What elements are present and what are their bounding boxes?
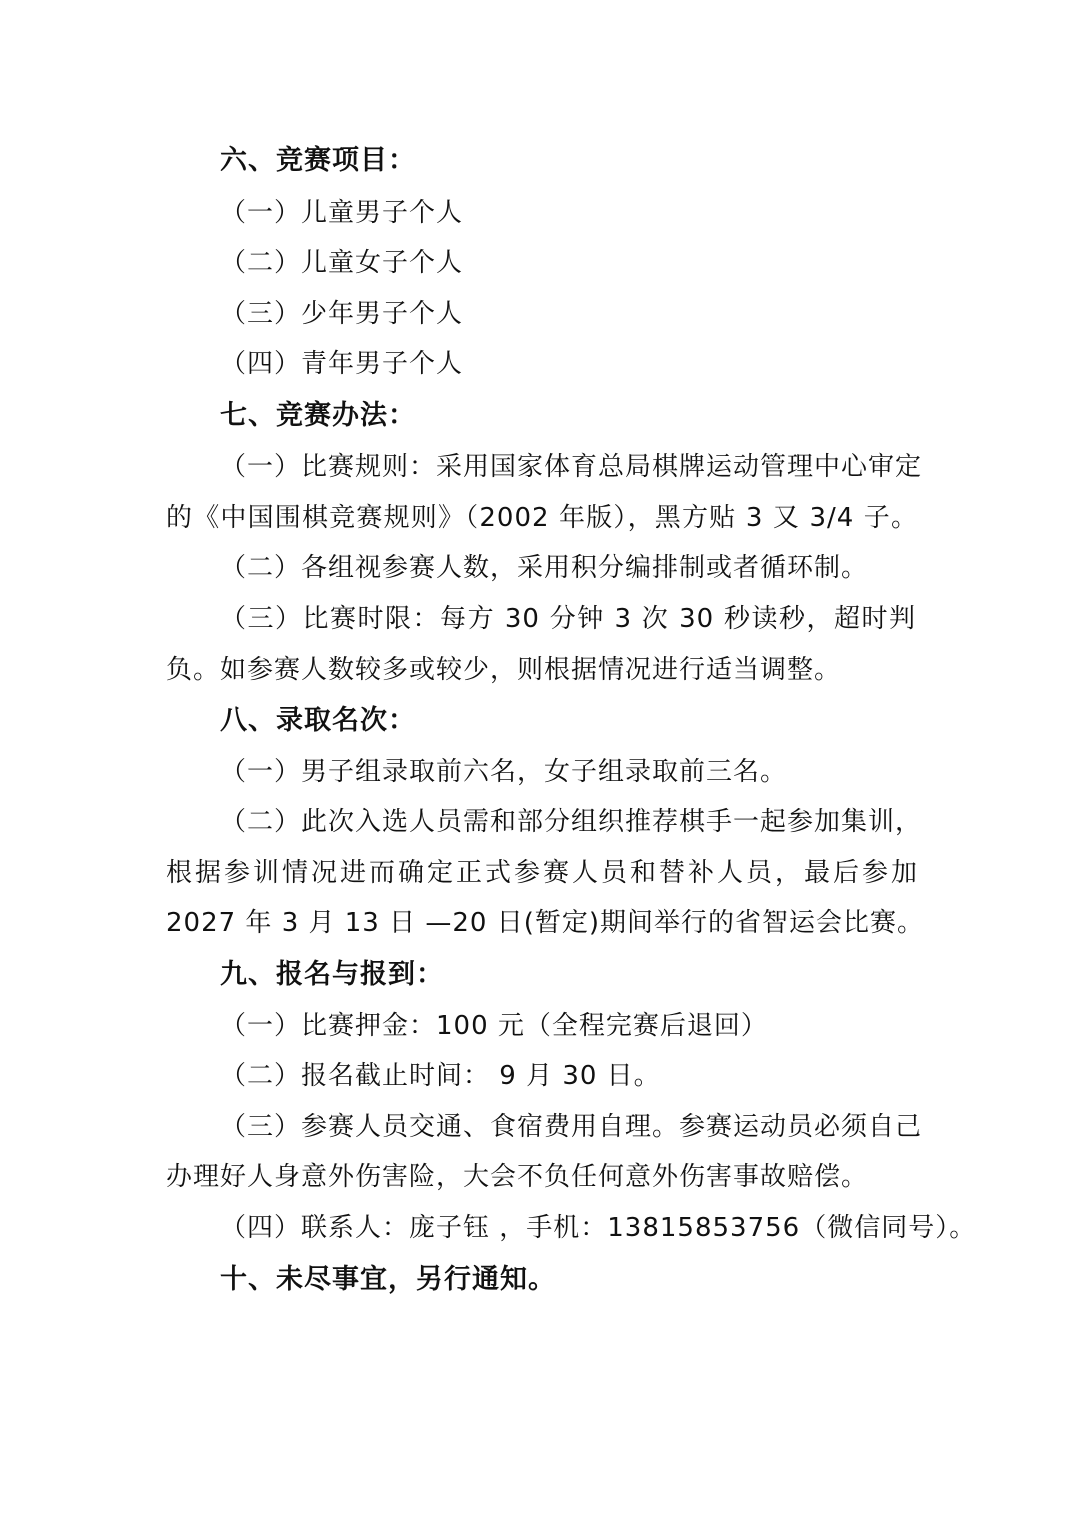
- section-eight-heading: 八、录取名次：: [220, 705, 416, 736]
- section-seven-heading: 七、竞赛办法：: [220, 400, 416, 431]
- section-eight-p2-line1: （二）此次入选人员需和部分组织推荐棋手一起参加集训，: [220, 807, 923, 837]
- section-nine-p1-line1: （一）比赛押金：100 元（全程完赛后退回）: [220, 1011, 768, 1041]
- section-nine-p3-line2: 办理好人身意外伤害险，大会不负任何意外伤害事故赔偿。: [166, 1162, 869, 1192]
- section-eight-p2-line3: 2027 年 3 月 13 日 —20 日(暂定)期间举行的省智运会比赛。: [166, 908, 925, 938]
- section-seven-p1-line1: （一）比赛规则：采用国家体育总局棋牌运动管理中心审定: [220, 452, 923, 482]
- section-eight-p2-line2: 根据参训情况进而确定正式参赛人员和替补人员，最后参加: [166, 858, 918, 888]
- section-eight-p1-line1: （一）男子组录取前六名，女子组录取前三名。: [220, 757, 788, 787]
- section-seven-p1-line2: 的《中国围棋竞赛规则》（2002 年版），黑方贴 3 又 3/4 子。: [166, 503, 918, 533]
- section-six-item-2: （二）儿童女子个人: [220, 248, 464, 278]
- section-six-item-1: （一）儿童男子个人: [220, 198, 464, 228]
- section-six-item-3: （三）少年男子个人: [220, 299, 464, 329]
- section-nine-p3-line1: （三）参赛人员交通、食宿费用自理。参赛运动员必须自己: [220, 1112, 923, 1142]
- section-seven-p2-line1: （二）各组视参赛人数，采用积分编排制或者循环制。: [220, 553, 869, 583]
- section-nine-p2-line1: （二）报名截止时间： 9 月 30 日。: [220, 1061, 661, 1091]
- section-six-item-4: （四）青年男子个人: [220, 349, 464, 379]
- section-nine-p4-line1: （四）联系人：庞子钰 ，手机：13815853756（微信同号）。: [220, 1213, 977, 1243]
- section-ten-heading: 十、未尽事宜，另行通知。: [220, 1264, 556, 1295]
- section-seven-p3-line1: （三）比赛时限：每方 30 分钟 3 次 30 秒读秒，超时判: [220, 604, 916, 634]
- section-six-heading: 六、竞赛项目：: [220, 145, 416, 176]
- section-seven-p3-line2: 负。如参赛人数较多或较少，则根据情况进行适当调整。: [166, 655, 842, 685]
- section-nine-heading: 九、报名与报到：: [220, 959, 444, 990]
